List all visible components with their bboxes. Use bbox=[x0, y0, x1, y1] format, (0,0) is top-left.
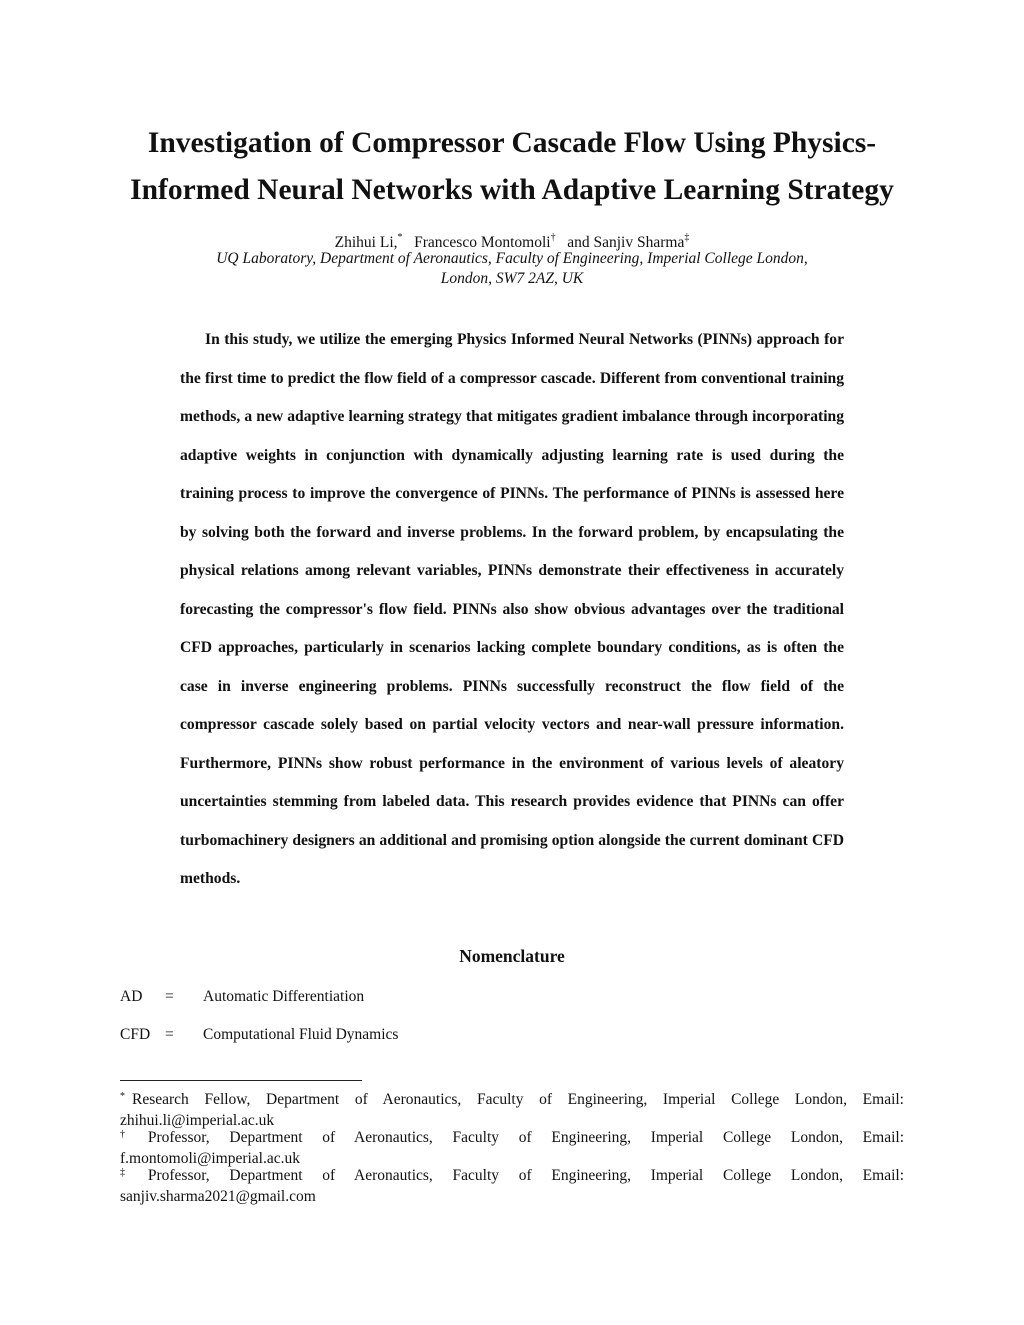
paper-title bbox=[90, 120, 934, 214]
nomenclature-equals: = bbox=[165, 988, 174, 1005]
author-name: Zhihui Li, bbox=[334, 234, 398, 252]
author-footnote-mark: † bbox=[550, 232, 556, 243]
abstract: In this study, we utilize the emerging Physics Informed Neural Networks (PINNs) approach for the first time to predict the flow field of a compressor cascade. Different from conventional training methods, a new adaptive learning strategy that mitigates gradient imbalance through incorporating adaptive weights in conjunction with dynamically adjusting learning rate is used during the training process to improve the convergence of PINNs. The performance of PINNs is assessed here by solving both the forward and inverse problems. In the forward problem, by encapsulating the physical relations among relevant variables, PINNs demonstrate their effectiveness in accurately forecasting the compressor's flow field. PINNs also show obvious advantages over the traditional CFD approaches, particularly in scenarios lacking complete boundary conditions, as is often the case in inverse engineering problems. PINNs successfully reconstruct the flow field of the compressor cascade solely based on partial velocity vectors and near-wall pressure information. Furthermore, PINNs show robust performance in the environment of various levels of aleatory uncertainties stemming from labeled data. This research provides evidence that PINNs can offer turbomachinery designers an additional and promising option alongside the current dominant CFD methods. bbox=[180, 331, 844, 887]
footnote-text: Professor, Department of Aeronautics, Faculty of Engineering, Imperial College London, Email: f.montomoli@imperial.ac.uk bbox=[120, 1129, 905, 1167]
nomenclature-definition: Computational Fluid Dynamics bbox=[203, 1026, 399, 1043]
author-name: Francesco Montomoli bbox=[414, 234, 551, 252]
nomenclature-abbreviation: AD bbox=[120, 988, 143, 1005]
title-line-1: Investigation of Compressor Cascade Flow Using Physics- bbox=[147, 127, 877, 159]
affiliation-line-2: London, SW7 2AZ, UK bbox=[440, 270, 584, 287]
nomenclature-heading: Nomenclature bbox=[459, 946, 565, 966]
affiliation bbox=[120, 249, 904, 289]
footnote-mark: ‡ bbox=[120, 1167, 141, 1178]
author-name: and Sanjiv Sharma bbox=[567, 234, 685, 252]
footnote bbox=[120, 1128, 904, 1168]
footnote-text: Research Fellow, Department of Aeronautics, Faculty of Engineering, Imperial College London, Email: zhihui.li@imperial.ac.uk bbox=[120, 1091, 904, 1129]
nomenclature-definition: Automatic Differentiation bbox=[203, 988, 365, 1005]
author-footnote-mark: * bbox=[397, 232, 403, 243]
footnote bbox=[120, 1090, 904, 1130]
footnote-mark: † bbox=[120, 1129, 141, 1140]
author-footnote-mark: ‡ bbox=[684, 232, 690, 243]
affiliation-line-1: UQ Laboratory, Department of Aeronautics, Faculty of Engineering, Imperial College London, bbox=[216, 250, 808, 267]
nomenclature-abbreviation: CFD bbox=[120, 1026, 151, 1043]
nomenclature-equals: = bbox=[165, 1026, 174, 1043]
footnote bbox=[120, 1166, 904, 1206]
title-line-2: Informed Neural Networks with Adaptive Learning Strategy bbox=[130, 174, 894, 206]
footnote-text: Professor, Department of Aeronautics, Faculty of Engineering, Imperial College London, Email: sanjiv.sharma2021@gmail.com bbox=[120, 1167, 905, 1205]
footnote-mark: * bbox=[120, 1091, 125, 1102]
footnote-divider bbox=[120, 1080, 362, 1081]
